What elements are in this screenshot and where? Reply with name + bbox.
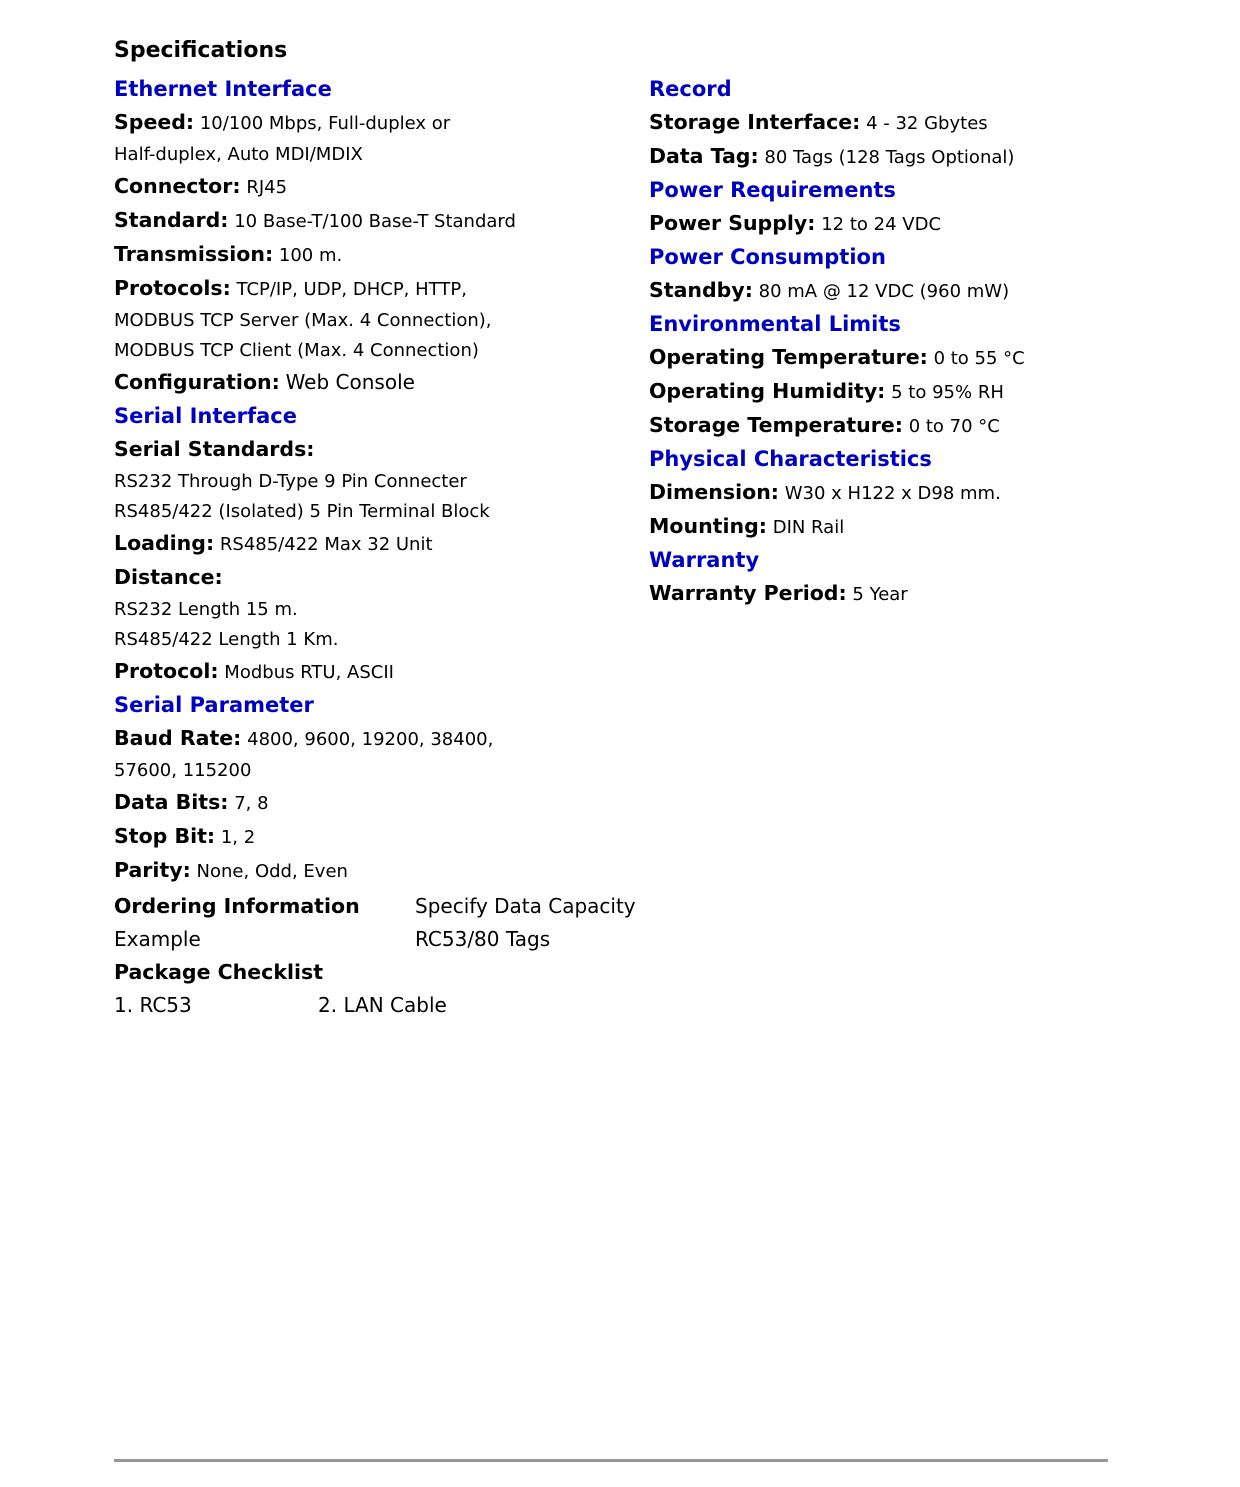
- spec-row-protocol: [114, 655, 614, 689]
- spec-row-serial-standards: [114, 433, 614, 527]
- ordering-info-value: Specify Data Capacity: [415, 894, 636, 918]
- spec-value: 10 Base-T/100 Base-T Standard: [234, 211, 516, 232]
- spec-value: 12 to 24 VDC: [821, 214, 942, 235]
- spec-row-storage-temperature: [649, 409, 1119, 443]
- spec-row-first-line: [114, 854, 614, 888]
- spec-row-warranty-period: [649, 577, 1119, 611]
- page-title: Specifications: [114, 38, 288, 63]
- spec-row-storage-interface: [649, 106, 1119, 140]
- spec-label: Data Bits:: [114, 790, 229, 814]
- spec-row-first-line: [114, 786, 614, 820]
- spec-row-first-line: [114, 272, 614, 306]
- spec-label: Standard:: [114, 208, 229, 232]
- spec-row-loading: [114, 527, 614, 561]
- spec-value-continuation: RS232 Through D-Type 9 Pin Connecter: [114, 471, 467, 492]
- spec-value: 7, 8: [234, 793, 269, 814]
- spec-value: Modbus RTU, ASCII: [224, 662, 394, 683]
- spec-value: RJ45: [246, 177, 288, 198]
- section-heading-power-requirements: Power Requirements: [649, 178, 896, 202]
- footer-divider: [114, 1459, 1108, 1462]
- spec-label: Mounting:: [649, 514, 767, 538]
- section-heading-record: Record: [649, 77, 732, 101]
- spec-label: Storage Temperature:: [649, 413, 903, 437]
- spec-label: Storage Interface:: [649, 110, 861, 134]
- spec-value: 4800, 9600, 19200, 38400,: [247, 729, 494, 750]
- spec-label: Stop Bit:: [114, 824, 216, 848]
- section-heading-environmental-limits: Environmental Limits: [649, 312, 901, 336]
- ordering-info-row: [114, 890, 674, 923]
- spec-value: 10/100 Mbps, Full-duplex or: [199, 113, 451, 134]
- spec-label: Loading:: [114, 531, 215, 555]
- section-heading-physical-characteristics: Physical Characteristics: [649, 447, 932, 471]
- spec-row-dimension: [649, 476, 1119, 510]
- spec-row-first-line: [649, 476, 1119, 510]
- spec-column-right: [649, 73, 1119, 611]
- spec-value: DIN Rail: [772, 517, 845, 538]
- spec-row-first-line: [114, 238, 614, 272]
- spec-label: Transmission:: [114, 242, 274, 266]
- section-heading-ethernet-interface: Ethernet Interface: [114, 77, 332, 101]
- spec-row-stop-bit: [114, 820, 614, 854]
- spec-row-first-line: [649, 409, 1119, 443]
- spec-row-transmission: [114, 238, 614, 272]
- spec-row-standard: [114, 204, 614, 238]
- spec-row-operating-temperature: [649, 341, 1119, 375]
- spec-row-first-line: [649, 274, 1119, 308]
- spec-row-first-line: [649, 140, 1119, 174]
- spec-label: Distance:: [114, 565, 223, 589]
- spec-value-continuation: RS485/422 Length 1 Km.: [114, 629, 339, 650]
- spec-label: Serial Standards:: [114, 437, 315, 461]
- spec-row-first-line: [114, 366, 614, 400]
- spec-value: 80 Tags (128 Tags Optional): [764, 147, 1015, 168]
- spec-row-first-line: [649, 510, 1119, 544]
- spec-row-first-line: [114, 433, 614, 467]
- ordering-example-row: [114, 923, 674, 956]
- spec-row-first-line: [649, 577, 1119, 611]
- spec-row-first-line: [649, 375, 1119, 409]
- spec-value: 1, 2: [220, 827, 256, 848]
- spec-row-first-line: [649, 207, 1119, 241]
- spec-label: Connector:: [114, 174, 241, 198]
- section-heading-warranty: Warranty: [649, 548, 760, 572]
- spec-row-first-line: [114, 561, 614, 595]
- package-items-row: [114, 989, 674, 1022]
- spec-label: Parity:: [114, 858, 191, 882]
- spec-row-first-line: [649, 341, 1119, 375]
- section-heading-serial-interface: Serial Interface: [114, 404, 298, 428]
- spec-row-protocols: [114, 272, 614, 366]
- ordering-section: [114, 890, 674, 1022]
- spec-label: Protocols:: [114, 276, 231, 300]
- spec-label: Power Supply:: [649, 211, 816, 235]
- spec-row-first-line: [114, 820, 614, 854]
- spec-value: 100 m.: [278, 245, 343, 266]
- spec-value: 0 to 55 °C: [933, 348, 1025, 369]
- spec-row-power-supply: [649, 207, 1119, 241]
- ordering-info-heading: Ordering Information: [114, 894, 360, 918]
- spec-value: None, Odd, Even: [196, 861, 348, 882]
- spec-label: Data Tag:: [649, 144, 759, 168]
- spec-value: Web Console: [285, 370, 415, 394]
- spec-row-speed: [114, 106, 614, 170]
- ordering-example-label: Example: [114, 927, 201, 951]
- spec-row-first-line: [114, 527, 614, 561]
- section-heading-power-consumption: Power Consumption: [649, 245, 886, 269]
- spec-row-operating-humidity: [649, 375, 1119, 409]
- spec-value-continuation: 57600, 115200: [114, 760, 252, 781]
- spec-row-baud-rate: [114, 722, 614, 786]
- spec-row-first-line: [114, 106, 614, 140]
- spec-row-configuration: [114, 366, 614, 400]
- spec-row-data-bits: [114, 786, 614, 820]
- spec-row-mounting: [649, 510, 1119, 544]
- spec-value: 5 Year: [852, 584, 908, 605]
- spec-value: RS485/422 Max 32 Unit: [219, 534, 433, 555]
- spec-row-first-line: [649, 106, 1119, 140]
- spec-row-first-line: [114, 204, 614, 238]
- spec-label: Warranty Period:: [649, 581, 847, 605]
- spec-label: Dimension:: [649, 480, 780, 504]
- spec-label: Configuration:: [114, 370, 280, 394]
- spec-value: 4 - 32 Gbytes: [866, 113, 988, 134]
- spec-value-continuation: Half-duplex, Auto MDI/MDIX: [114, 144, 363, 165]
- spec-label: Standby:: [649, 278, 753, 302]
- spec-value: 0 to 70 °C: [908, 416, 1000, 437]
- spec-value-continuation: MODBUS TCP Client (Max. 4 Connection): [114, 340, 479, 361]
- spec-column-left: [114, 73, 614, 888]
- section-heading-serial-parameter: Serial Parameter: [114, 693, 314, 717]
- spec-label: Operating Temperature:: [649, 345, 928, 369]
- spec-row-parity: [114, 854, 614, 888]
- spec-row-standby: [649, 274, 1119, 308]
- spec-value: TCP/IP, UDP, DHCP, HTTP,: [236, 279, 467, 300]
- spec-value: W30 x H122 x D98 mm.: [784, 483, 1001, 504]
- package-item: 2. LAN Cable: [318, 993, 447, 1017]
- spec-value: 80 mA @ 12 VDC (960 mW): [758, 281, 1010, 302]
- spec-value-continuation: RS485/422 (Isolated) 5 Pin Terminal Block: [114, 501, 490, 522]
- spec-value-continuation: MODBUS TCP Server (Max. 4 Connection),: [114, 310, 492, 331]
- spec-label: Protocol:: [114, 659, 219, 683]
- spec-row-distance: [114, 561, 614, 655]
- spec-label: Operating Humidity:: [649, 379, 886, 403]
- spec-row-first-line: [114, 170, 614, 204]
- spec-row-first-line: [114, 722, 614, 756]
- spec-value-continuation: RS232 Length 15 m.: [114, 599, 298, 620]
- package-checklist-heading: Package Checklist: [114, 960, 324, 984]
- spec-label: Baud Rate:: [114, 726, 242, 750]
- spec-value: 5 to 95% RH: [891, 382, 1004, 403]
- spec-label: Speed:: [114, 110, 195, 134]
- spec-row-first-line: [114, 655, 614, 689]
- ordering-example-value: RC53/80 Tags: [415, 927, 551, 951]
- package-checklist-row: [114, 956, 674, 989]
- package-item: 1. RC53: [114, 993, 192, 1017]
- spec-row-data-tag: [649, 140, 1119, 174]
- spec-row-connector: [114, 170, 614, 204]
